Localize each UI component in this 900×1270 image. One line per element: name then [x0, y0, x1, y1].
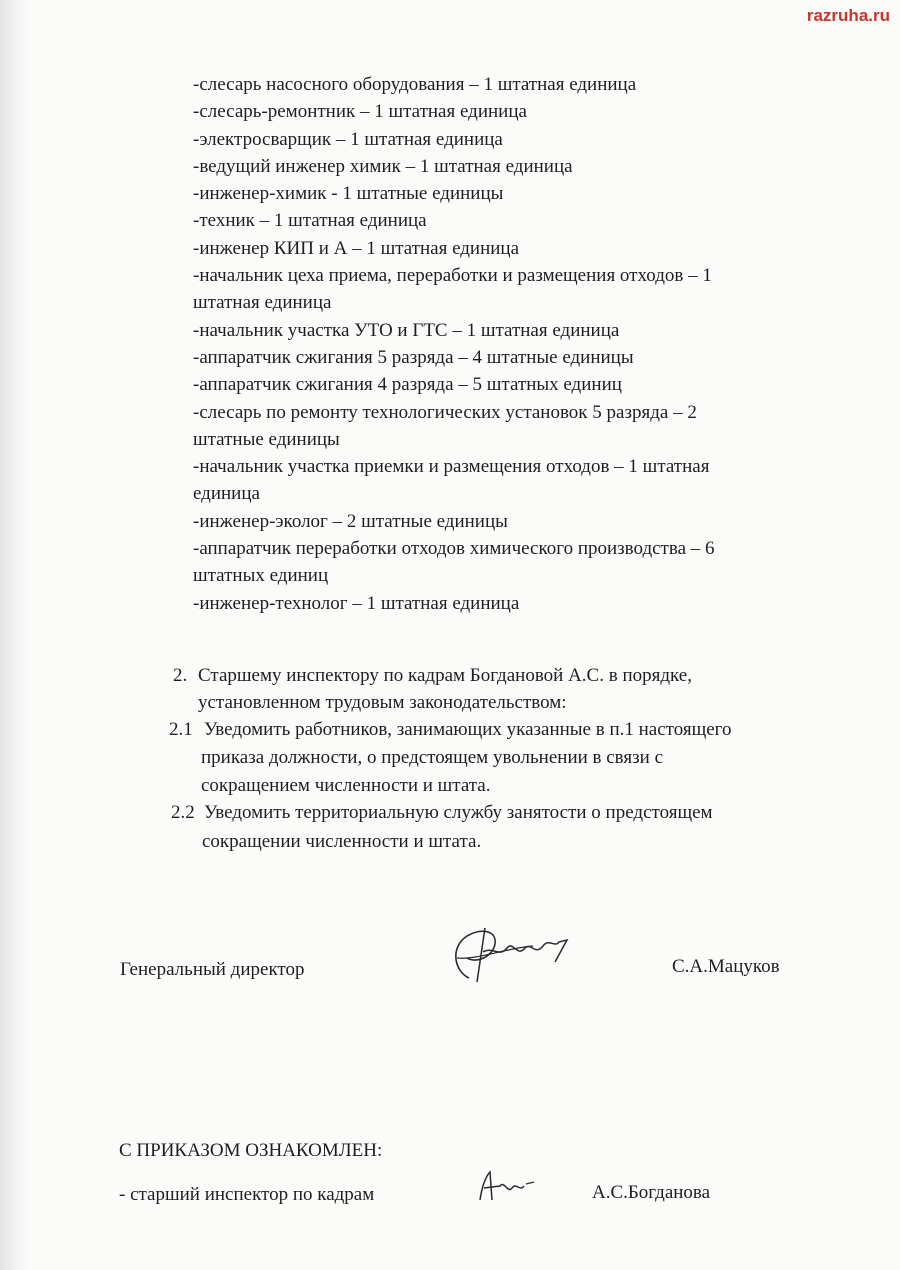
item-line: Старшему инспектору по кадрам Богдановой А.С. в порядке,: [198, 665, 692, 686]
staff-line: штатная единица: [193, 292, 332, 314]
staff-line: -аппаратчик переработки отходов химического производства – 6: [193, 538, 715, 560]
item-line: Уведомить работников, занимающих указанные в п.1 настоящего: [204, 719, 732, 740]
staff-position-list: [193, 71, 793, 617]
staff-line: -начальник цеха приема, переработки и размещения отходов – 1: [193, 265, 712, 287]
staff-line: -начальник участка приемки и размещения отходов – 1 штатная: [193, 456, 710, 478]
staff-line: -инженер-технолог – 1 штатная единица: [193, 592, 520, 614]
staff-line: штатные единицы: [193, 428, 340, 450]
watermark: razruha.ru: [806, 6, 890, 25]
staff-line: -слесарь насосного оборудования – 1 штатная единица: [193, 74, 637, 95]
staff-line: единица: [193, 483, 260, 505]
staff-line: -начальник участка УТО и ГТС – 1 штатная единица: [193, 319, 620, 341]
staff-line: -инженер-эколог – 2 штатные единицы: [193, 510, 508, 532]
scan-edge-shade: [0, 0, 28, 1270]
inspector-signature: [470, 1166, 540, 1206]
staff-line: -электросварщик – 1 штатная единица: [193, 128, 503, 150]
staff-line: -аппаратчик сжигания 4 разряда – 5 штатных единиц: [193, 374, 622, 396]
director-signature: [437, 918, 587, 988]
item-number: 2.: [173, 665, 188, 686]
acknowledgment-role: - старший инспектор по кадрам: [119, 1184, 375, 1205]
director-name: С.А.Мацуков: [672, 956, 780, 977]
item-line: сокращении численности и штата.: [202, 831, 482, 852]
staff-line: -инженер-химик - 1 штатные единицы: [193, 183, 504, 205]
staff-line: -аппаратчик сжигания 5 разряда – 4 штатные единицы: [193, 346, 634, 368]
acknowledgment-name: А.С.Богданова: [592, 1182, 711, 1203]
staff-line: штатных единиц: [193, 565, 329, 587]
acknowledgment-title: С ПРИКАЗОМ ОЗНАКОМЛЕН:: [119, 1140, 383, 1161]
staff-line: -слесарь-ремонтник – 1 штатная единица: [193, 101, 527, 123]
staff-line: -слесарь по ремонту технологических установок 5 разряда – 2: [193, 401, 697, 423]
item-line: Уведомить территориальную службу занятости о предстоящем: [204, 802, 713, 823]
item-number: 2.2: [171, 802, 195, 823]
item-line: установленном трудовым законодательством:: [198, 692, 567, 713]
item-line: сокращением численности и штата.: [201, 775, 491, 796]
staff-line: -техник – 1 штатная единица: [193, 210, 427, 232]
item-number: 2.1: [169, 719, 193, 740]
staff-line: -инженер КИП и А – 1 штатная единица: [193, 237, 520, 259]
director-title: Генеральный директор: [120, 959, 305, 980]
item-line: приказа должности, о предстоящем увольнении в связи с: [201, 747, 664, 768]
staff-line: -ведущий инженер химик – 1 штатная единица: [193, 155, 573, 177]
